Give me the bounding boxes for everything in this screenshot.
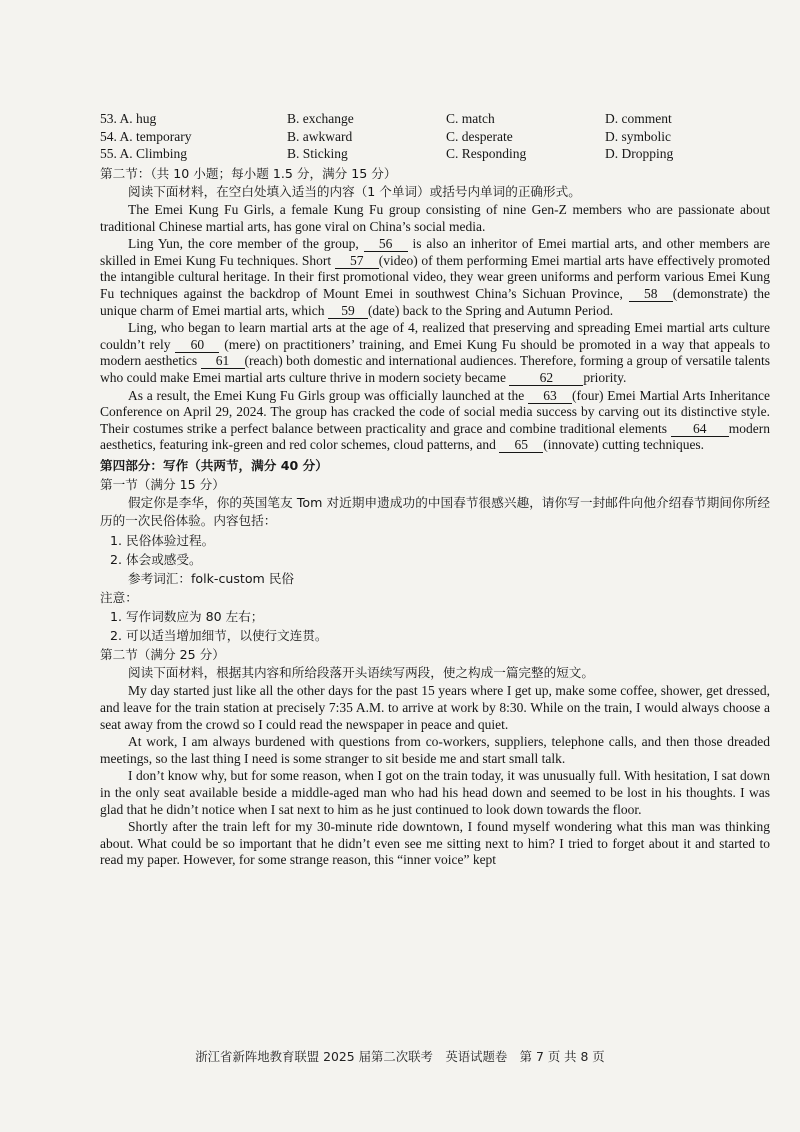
page-footer: 浙江省新阵地教育联盟 2025 届第二次联考 英语试题卷 第 7 页 共 8 页 (195, 1049, 605, 1064)
blank-57: 57 (335, 254, 379, 269)
option-b: B. exchange (287, 111, 354, 126)
blank-61: 61 (201, 354, 245, 369)
text-run: (video) of them performing Emei martial arts have effectively promoted the intangible cultural heritage. In their first promotional video, they wear green uniforms and perform various Emei Kung Fu techniques against the backdrop of Mount Emei in southwest China’s Sichuan Province, (100, 252, 771, 301)
option-list (100, 111, 770, 164)
text-run: As a result, the Emei Kung Fu Girls group was officially launched at the (128, 387, 525, 403)
option-row-54 (100, 129, 770, 147)
blank-65: 65 (499, 438, 543, 453)
blank-62: 62 (509, 371, 583, 386)
vocabulary-hint: 参考词汇：folk-custom 民俗 (128, 570, 295, 586)
passage-paragraph-1: The Emei Kung Fu Girls, a female Kung Fu group consisting of nine Gen-Z members who are passionate about traditional Chinese martial arts, has gone viral on China’s social media. (100, 202, 770, 234)
blank-63: 63 (528, 389, 572, 404)
text-run: Ling Yun, the core member of the group, (128, 236, 359, 252)
option-c: C. desperate (446, 128, 513, 144)
story-paragraph: Shortly after the train left for my 30-minute ride downtown, I found myself wondering what this man was thinking about. What could be so important that he didn’t even see me sitting next to him? I tried to forget about it and started to read my paper. However, for some strange reason, this “inner voice” kept (100, 819, 770, 868)
blank-58: 58 (629, 287, 673, 302)
part4-heading: 第四部分：写作（共两节，满分 40 分） (100, 457, 328, 473)
part4-section2-heading: 第二节（满分 25 分） (100, 646, 225, 662)
text-run: (date) back to the Spring and Autumn Period. (367, 302, 614, 318)
option-d: D. comment (605, 111, 672, 126)
requirement-item: 1. 民俗体验过程。 (110, 532, 215, 548)
requirement-item: 2. 体会或感受。 (110, 551, 202, 567)
option-c: C. Responding (446, 146, 527, 161)
text-run: (four) Emei Martial Arts Inheritance Conference on April 29, 2024. The group has cracked the code of social media success by carving out its distinctive style. Their costumes strike a perfect balance between practicality and grace and combine traditional elements (100, 387, 770, 436)
part4-section1-prompt: 假定你是李华，你的英国笔友 Tom 对近期申遗成功的中国春节很感兴趣，请你写一封邮件向他介绍春节期间你所经历的一次民俗体验。内容包括： (100, 494, 770, 529)
exam-page (100, 111, 770, 869)
note-item: 2. 可以适当增加细节，以使行文连贯。 (110, 627, 328, 643)
blank-59: 59 (328, 304, 368, 319)
option-d: D. Dropping (605, 146, 674, 161)
option-b: B. Sticking (287, 146, 348, 161)
blank-64: 64 (671, 422, 729, 437)
option-a: 55. A. Climbing (100, 146, 188, 161)
option-a: 54. A. temporary (100, 128, 192, 144)
story-paragraph: I don’t know why, but for some reason, when I got on the train today, it was unusually full. With hesitation, I sat down in the only seat available beside a middle-aged man who had his head down and seemed to be lost in his thoughts. I was glad that he didn’t notice when I sat next to him as he just continued to look down towards the floor. (100, 768, 770, 817)
text-run: (mere) on practitioners’ training, and Emei Kung Fu should be promoted in a way that appeals to modern aesthetics (100, 336, 771, 369)
passage-paragraph-3 (100, 320, 770, 386)
text-run: modern aesthetics, featuring ink-green and red color schemes, cloud patterns, and (100, 420, 771, 453)
passage-paragraph-2 (100, 236, 770, 319)
passage-paragraph-4 (100, 388, 770, 454)
option-row-53 (100, 111, 770, 129)
section2-instruction: 阅读下面材料，在空白处填入适当的内容（1 个单词）或括号内单词的正确形式。 (128, 183, 581, 199)
part4-section1-heading: 第一节（满分 15 分） (100, 476, 225, 492)
option-d: D. symbolic (605, 128, 671, 144)
text-run: priority. (583, 369, 627, 385)
story-paragraph: My day started just like all the other days for the past 15 years where I get up, make some coffee, shower, get dressed, and leave for the train station at precisely 7:35 A.M. to arrive at work by 8:30. While on the train, I would always choose a seat away from the crowd so I could read the newspaper in peace and quiet. (100, 683, 770, 732)
story-paragraph: At work, I am always burdened with questions from co-workers, suppliers, telephone calls, and then those dreaded meetings, so the last thing I need is some stranger to sit beside me and start small talk. (100, 734, 770, 766)
text-run: (reach) both domestic and international audiences. Therefore, forming a group of versatile talents who could make Emei martial arts culture thrive in modern society became (100, 353, 770, 385)
section2-heading: 第二节：（共 10 小题；每小题 1.5 分，满分 15 分） (100, 165, 397, 181)
blank-60: 60 (175, 338, 219, 353)
text-run: Ling, who began to learn martial arts at the age of 4, realized that preserving and spreading Emei martial arts culture couldn’t rely (100, 320, 770, 352)
option-c: C. match (446, 111, 495, 126)
text-run: is also an inheritor of Emei martial arts, and other members are skilled in Emei Kung Fu techniques. Short (100, 236, 771, 268)
text-run: (innovate) cutting techniques. (543, 437, 705, 453)
blank-56: 56 (364, 237, 408, 252)
text-run: (demonstrate) the unique charm of Emei martial arts, which (100, 285, 770, 318)
option-b: B. awkward (287, 128, 353, 144)
option-row-55 (100, 146, 770, 164)
option-a: 53. A. hug (100, 111, 157, 126)
note-label: 注意： (100, 589, 138, 605)
note-item: 1. 写作词数应为 80 左右； (110, 608, 264, 624)
part4-section2-instruction: 阅读下面材料，根据其内容和所给段落开头语续写两段，使之构成一篇完整的短文。 (128, 664, 594, 680)
